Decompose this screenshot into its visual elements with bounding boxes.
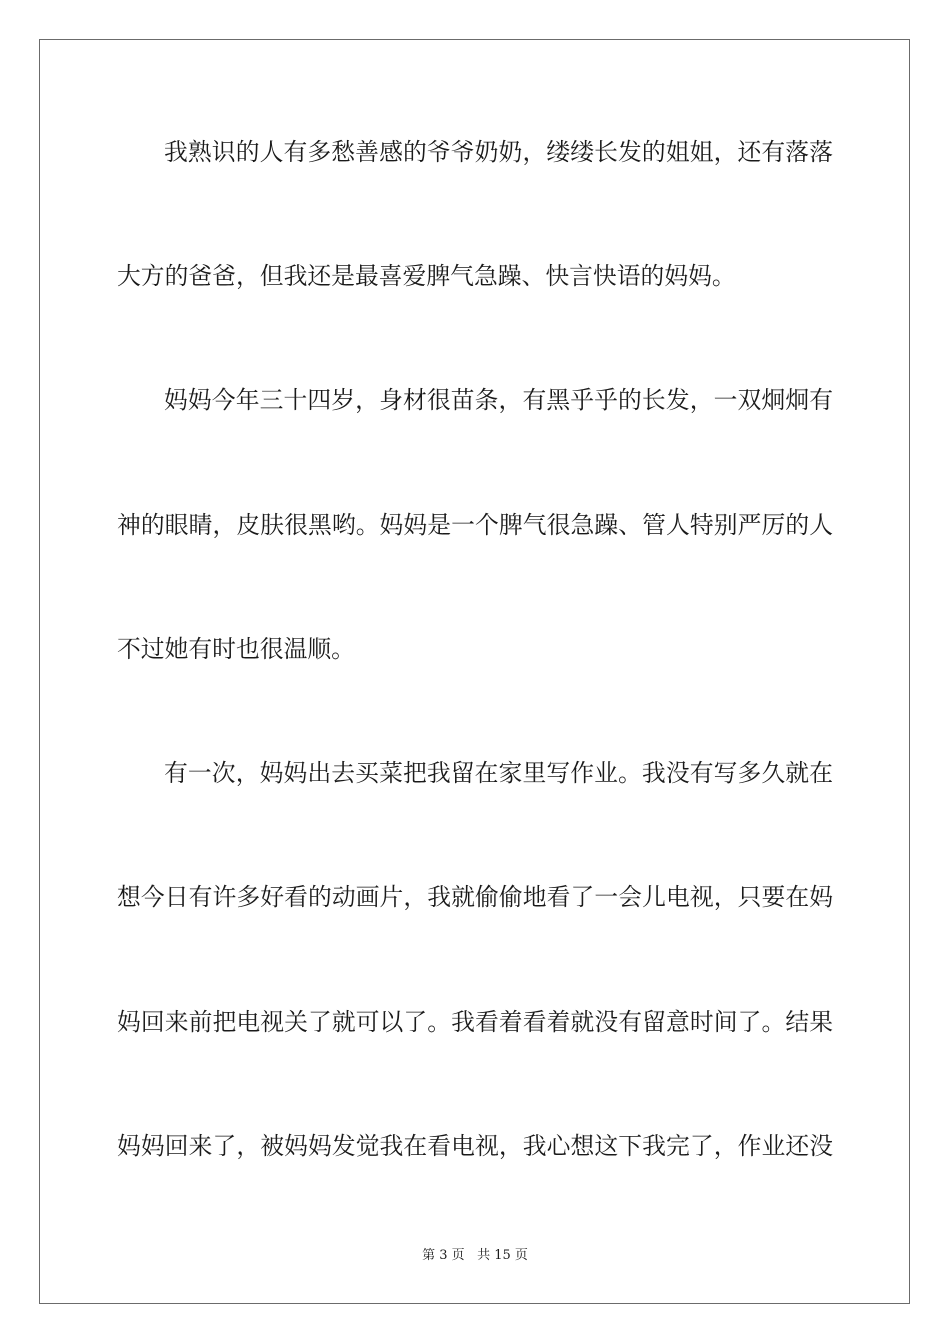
page-border xyxy=(39,39,910,1304)
paragraph-2-line-2: 神的眼睛，皮肤很黑哟。妈妈是一个脾气很急躁、管人特别严厉的人 xyxy=(117,511,833,539)
paragraph-3-line-3: 妈回来前把电视关了就可以了。我看着看着就没有留意时间了。结果 xyxy=(117,1008,833,1036)
paragraph-3-line-2: 想今日有许多好看的动画片，我就偷偷地看了一会儿电视，只要在妈 xyxy=(117,883,833,911)
paragraph-3-line-4: 妈妈回来了，被妈妈发觉我在看电视，我心想这下我完了，作业还没 xyxy=(117,1132,833,1160)
page-footer xyxy=(0,1247,950,1265)
paragraph-3-line-1: 有一次，妈妈出去买菜把我留在家里写作业。我没有写多久就在 xyxy=(164,759,833,787)
paragraph-2-line-1: 妈妈今年三十四岁，身材很苗条，有黑乎乎的长发，一双炯炯有 xyxy=(164,386,833,414)
total-pages: 共 15 页 xyxy=(477,1248,528,1263)
paragraph-1-line-1: 我熟识的人有多愁善感的爷爷奶奶，缕缕长发的姐姐，还有落落 xyxy=(164,138,833,166)
page-number: 第 3 页 xyxy=(422,1248,465,1263)
paragraph-1-line-2: 大方的爸爸，但我还是最喜爱脾气急躁、快言快语的妈妈。 xyxy=(117,262,736,290)
paragraph-2-line-3: 不过她有时也很温顺。 xyxy=(117,635,355,663)
